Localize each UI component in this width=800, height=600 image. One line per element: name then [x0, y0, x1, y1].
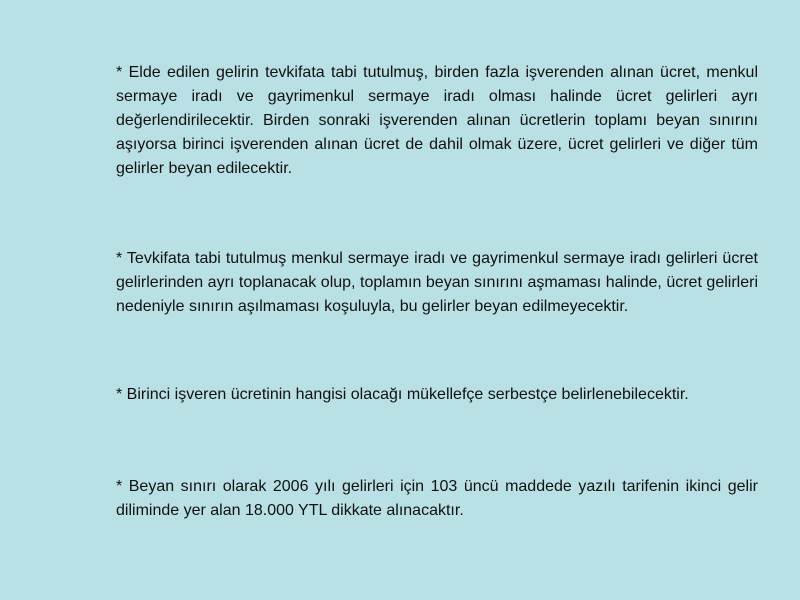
paragraph-withholding-multiple-employers: * Elde edilen gelirin tevkifata tabi tutulmuş, birden fazla işverenden alınan ücret, menkul sermaye iradı ve gayrimenkul sermaye iradı olması halinde ücret gelirleri ayrı değerlendirilecektir. Birden sonraki işverenden alınan ücretlerin toplamı beyan sınırını aşıyorsa birinci işverenden alınan ücret de dahil olmak üzere, ücret gelirleri ve diğer tüm gelirler beyan edilecektir.	[116, 64, 758, 177]
paragraph-first-employer-choice: * Birinci işveren ücretinin hangisi olacağı mükellefçe serbestçe belirlenebilecektir.	[116, 386, 689, 403]
paragraph-capital-income-threshold: * Tevkifata tabi tutulmuş menkul sermaye iradı ve gayrimenkul sermaye iradı gelirleri ücret gelirlerinden ayrı toplanacak olup, toplamın beyan sınırını aşmaması halinde, ücret gelirleri nedeniyle sınırın aşılmaması koşuluyla, bu gelirler beyan edilmeyecektir.	[116, 250, 758, 315]
paragraph-declaration-limit: * Beyan sınırı olarak 2006 yılı gelirleri için 103 üncü maddede yazılı tarifenin ikinci gelir diliminde yer alan 18.000 YTL dikkate alınacaktır.	[116, 478, 758, 519]
